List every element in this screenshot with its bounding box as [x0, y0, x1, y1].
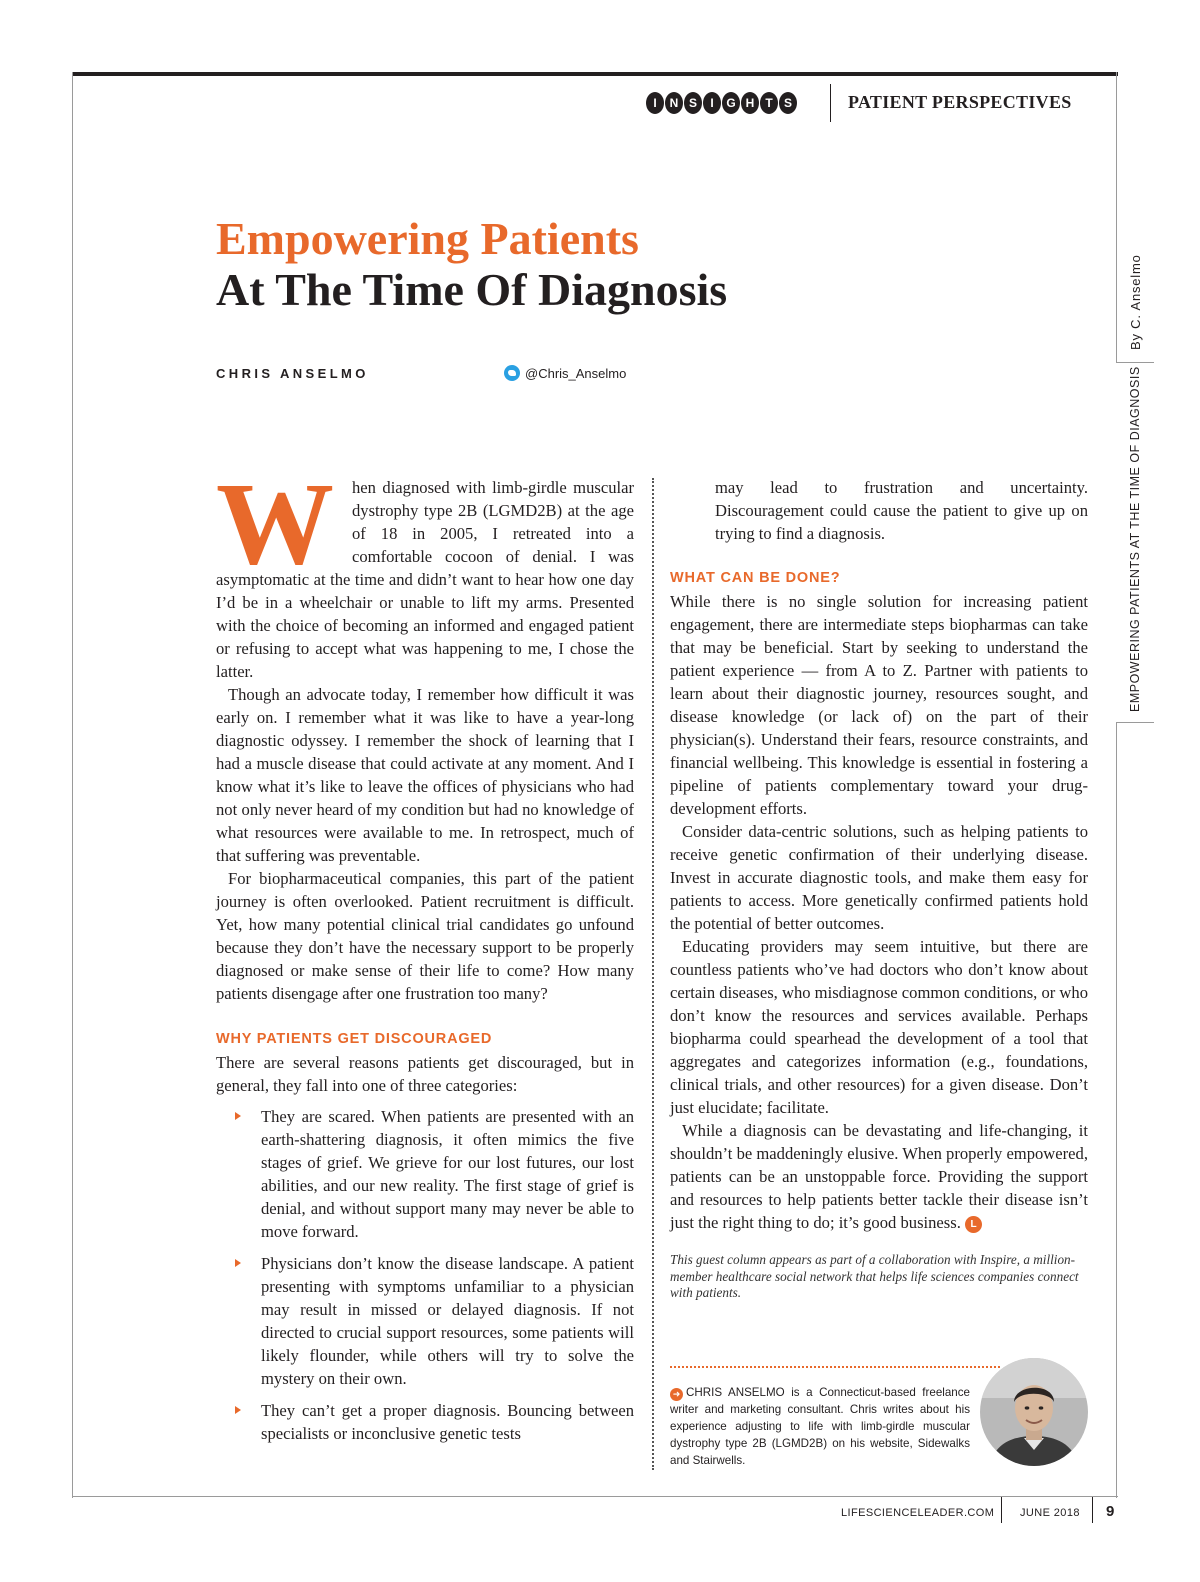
footer-site[interactable]: LIFESCIENCELEADER.COM [841, 1507, 995, 1519]
frame-left-rule [72, 72, 73, 1498]
end-mark-icon: L [965, 1216, 982, 1233]
bullet-arrow-icon [235, 1112, 241, 1120]
insights-letter: I [646, 92, 664, 114]
footer-divider [1092, 1497, 1093, 1523]
body-paragraph: Consider data-centric solutions, such as helping patients to receive genetic confirmation of their underlying disease. Invest in accurate diagnostic tools, and make them easy for patients to access. More genetically confirmed patients hold the potential of better outcomes. [670, 822, 1088, 933]
list-item-text: Physicians don’t know the disease landscape. A patient presenting with symptoms unfamiliar to a physician may result in missed or delayed diagnosis. If not directed to crucial support resources, some patients will likely flounder, while others will try to solve the mystery on their own. [261, 1254, 634, 1388]
frame-right-rule-top [1116, 72, 1117, 362]
bio-name: CHRIS ANSELMO [686, 1386, 785, 1399]
paragraph-text: hen diagnosed with limb-girdle muscular dystrophy type 2B (LGMD2B) at the age of 18 in 2005, I retreated into a comfortable cocoon of denial. I was asymptomatic at the time and didn’t want to hear how one day I’d be in a wheelchair or unable to lift my arms. Presented with the choice of becoming an informed and engaged patient or refusing to accept what was happening to me, I chose the latter. [216, 478, 634, 681]
insights-letter: S [779, 92, 797, 114]
list-item-continuation: may lead to frustration and uncertainty. Discouragement could cause the patient to give up on trying to find a diagnosis. [715, 478, 1088, 543]
body-paragraph: Though an advocate today, I remember how difficult it was early on. I remember what it was like to have a year-long diagnostic odyssey. I remember the shock of learning that I had a muscle disease that could activate at any moment. And I know what it’s like to leave the offices of physicians who had not only never heard of my condition but had no knowledge of what resources were available to me. In retrospect, much of that suffering was preventable. [216, 685, 634, 865]
author-photo [980, 1358, 1088, 1466]
footer-divider [1001, 1497, 1002, 1523]
insights-letter: G [722, 92, 740, 114]
header-divider [830, 84, 831, 122]
subhead-what-can-be-done: WHAT CAN BE DONE? [670, 570, 841, 586]
insights-letter: S [684, 92, 702, 114]
body-paragraph: While there is no single solution for increasing patient engagement, there are intermediate steps biopharmas can take that may be beneficial. Start by seeking to understand the patient experience — from A to Z. Partner with patients to learn about their diagnostic journey, resources sought, and disease knowledge (or lack of) on the part of their physician(s). Understand their fears, resource constraints, and financial wellbeing. This knowledge is essential in fostering a pipeline of patients complementary toward your drug-development efforts. [670, 592, 1088, 818]
list-item [216, 1105, 634, 1243]
twitter-link[interactable] [504, 365, 626, 381]
list-item [216, 1252, 634, 1390]
body-paragraph: For biopharmaceutical companies, this part of the patient journey is often overlooked. Patient recruitment is difficult. Yet, how many potential clinical trial candidates go unfound because they don’t have the necessary support to be properly diagnosed or make sense of their life to come? How many patients disengage after one frustration too many? [216, 869, 634, 1003]
sidebar-title: EMPOWERING PATIENTS AT THE TIME OF DIAGNOSIS [1128, 366, 1142, 712]
bullet-arrow-icon [235, 1259, 241, 1267]
author-photo-image [980, 1358, 1088, 1466]
subhead-discouraged: WHY PATIENTS GET DISCOURAGED [216, 1031, 493, 1047]
author-bio [670, 1384, 970, 1469]
article-column-left [216, 458, 634, 1454]
insights-letter: H [741, 92, 759, 114]
arrow-right-icon: ➜ [670, 1388, 683, 1401]
subhead-intro: There are several reasons patients get discouraged, but in general, they fall into one of three categories: [216, 1053, 634, 1095]
frame-right-rule-bottom [1116, 722, 1117, 1498]
frame-bottom-rule [72, 1496, 1118, 1497]
twitter-icon [504, 365, 520, 381]
article-title-line1: Empowering Patients [216, 213, 639, 264]
insights-letter: N [665, 92, 683, 114]
bullet-arrow-icon [235, 1406, 241, 1414]
top-rule [72, 72, 1118, 76]
article-column-right [670, 476, 1088, 1302]
drop-cap: W [216, 458, 334, 589]
side-tick-top [1116, 362, 1154, 363]
insights-letter: T [760, 92, 778, 114]
intro-paragraph [216, 458, 634, 683]
list-item [216, 1399, 634, 1445]
paragraph-text: While a diagnosis can be devastating and life-changing, it shouldn’t be maddeningly elusive. When properly empowered, patients can be an unstoppable force. Providing the support and resources to help patients better tackle their disease isn’t just the right thing to do; it’s good business. [670, 1121, 1088, 1232]
insights-logo [646, 92, 797, 114]
bio-text: is a Connecticut-based freelance writer and marketing consultant. Chris writes about his experience adjusting to life with limb-girdle muscular dystrophy type 2B (LGMD2B) on his website, Sidewalks and Stairwells. [670, 1386, 970, 1467]
insights-letter: I [703, 92, 721, 114]
page-number: 9 [1106, 1503, 1115, 1520]
sidebar-byline: By C. Anselmo [1128, 254, 1143, 350]
section-label: PATIENT PERSPECTIVES [848, 92, 1072, 112]
author-name: CHRIS ANSELMO [216, 366, 369, 381]
guest-column-note: This guest column appears as part of a collaboration with Inspire, a million-member healthcare social network that helps life sciences companies connect with patients. [670, 1252, 1079, 1300]
list-item-text: They are scared. When patients are presented with an earth-shattering diagnosis, it often mimics the five stages of grief. We grieve for our lost futures, our lost abilities, and our new reality. The first stage of grief is denial, and without support many may never be able to move forward. [261, 1107, 634, 1241]
side-tick-bottom [1116, 722, 1154, 723]
list-item-text: They can’t get a proper diagnosis. Bouncing between specialists or inconclusive genetic tests [261, 1401, 634, 1443]
column-divider [652, 478, 654, 1470]
body-paragraph: Educating providers may seem intuitive, but there are countless patients who’ve had doctors who don’t know about certain diseases, who misdiagnose common conditions, or who don’t know the resources and services available. Perhaps biopharma could spearhead the development of a tool that aggregates and categorizes information (e.g., foundations, clinical trials, and other resources) for a given disease. Don’t just elucidate; facilitate. [670, 937, 1088, 1117]
closing-paragraph [670, 1119, 1088, 1234]
bio-divider [670, 1366, 1000, 1368]
reasons-list [216, 1105, 634, 1445]
footer-date: JUNE 2018 [1020, 1507, 1080, 1519]
article-title-line2: At The Time Of Diagnosis [216, 264, 728, 315]
twitter-handle[interactable]: @Chris_Anselmo [525, 365, 627, 381]
